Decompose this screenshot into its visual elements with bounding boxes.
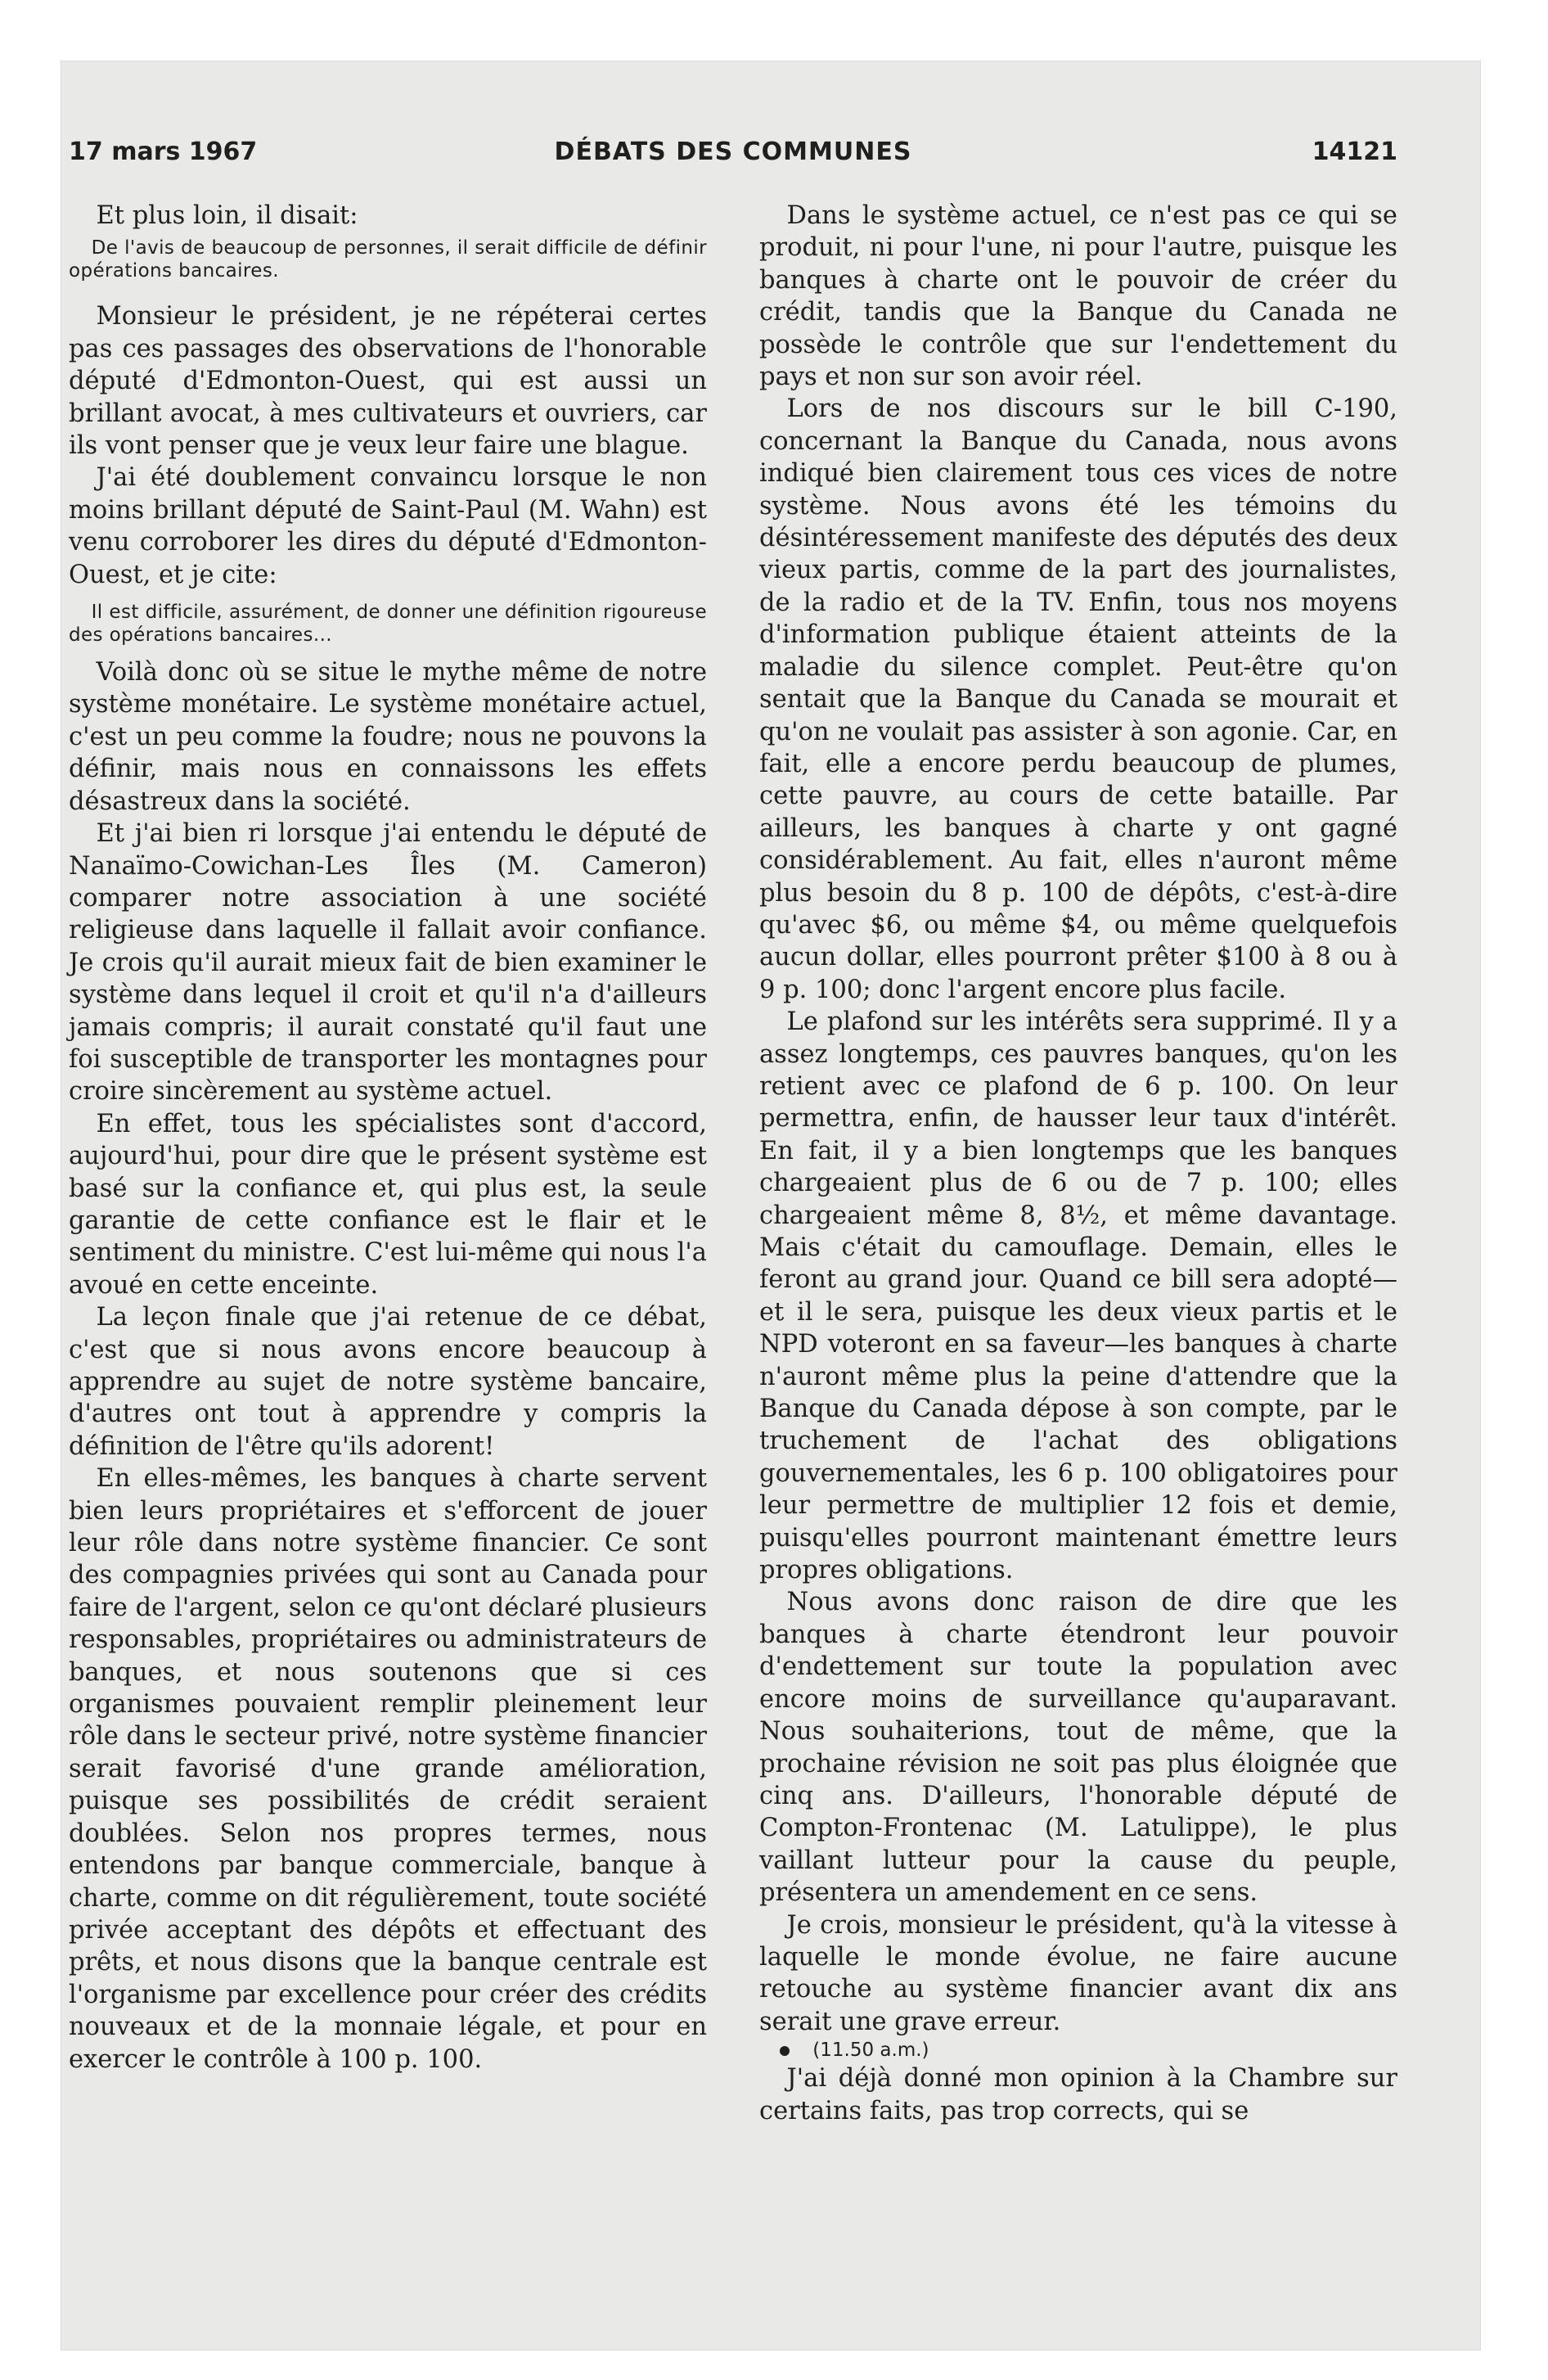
right-column	[759, 200, 1397, 2127]
paragraph: Nous avons donc raison de dire que les banques à charte étendront leur pouvoir d'endettement sur toute la population avec encore moins de surveillance qu'auparavant. Nous souhaiterions, tout de même, que la prochaine révision ne soit pas plus éloignée que cinq ans. D'ailleurs, l'honorable député de Compton-Frontenac (M. Latulippe), le plus vaillant lutteur pour la cause du peuple, présentera un amendement en ce sens.	[759, 1588, 1397, 1908]
timestamp	[759, 2038, 1397, 2062]
paragraph: En effet, tous les spécialistes sont d'accord, aujourd'hui, pour dire que le présent système est basé sur la confiance et, qui plus est, la seule garantie de cette confiance est le flair et le sentiment du ministre. C'est lui-même qui nous l'a avoué en cette enceinte.	[69, 1109, 707, 1300]
paragraph: En elles-mêmes, les banques à charte servent bien leurs propriétaires et s'efforcent de jouer leur rôle dans notre système financier. Ce sont des compagnies privées qui sont au Canada pour faire de l'argent, selon ce qu'ont déclaré plusieurs responsables, propriétaires ou administrateurs de banques, et nous soutenons que si ces organismes pouvaient remplir pleinement leur rôle dans le secteur privé, notre système financier serait favorisé d'une grande amélioration, puisque ses possibilités de crédit seraient doublées. Selon nos propres termes, nous entendons par banque commerciale, banque à charte, comme on dit régulièrement, toute société privée acceptant des dépôts et effectuant des prêts, et nous disons que la banque centrale est l'organisme par excellence pour créer des crédits nouveaux et de la monnaie légale, et pour en exercer le contrôle à 100 p. 100.	[69, 1464, 707, 2074]
quotation: Il est difficile, assurément, de donner une définition rigoureuse des opérations bancaires...	[69, 602, 707, 647]
paragraph: J'ai déjà donné mon opinion à la Chambre sur certains faits, pas trop corrects, qui se	[759, 2064, 1397, 2125]
header-page-number: 14121	[1312, 137, 1397, 166]
paragraph: Lors de nos discours sur le bill C-190, concernant la Banque du Canada, nous avons indiqué bien clairement tous ces vices de notre système. Nous avons été les témoins du désintéressement manifeste des députés des deux vieux partis, comme de la part des journalistes, de la radio et de la TV. Enfin, tous nos moyens d'information publique étaient atteints de la maladie du silence complet. Peut-être qu'on sentait que la Banque du Canada se mourait et qu'on ne voulait pas assister à son agonie. Car, en fait, elle a encore perdu beaucoup de plumes, cette pauvre, au cours de cette bataille. Par ailleurs, les banques à charte y ont gagné considérablement. Au fait, elles n'auront même plus besoin du 8 p. 100 de dépôts, c'est-à-dire qu'avec $6, ou même $4, ou même quelquefois aucun dollar, elles pourront prêter $100 à 8 ou à 9 p. 100; donc l'argent encore plus facile.	[759, 394, 1397, 1004]
paragraph: La leçon finale que j'ai retenue de ce débat, c'est que si nous avons encore beaucoup à apprendre au sujet de notre système bancaire, d'autres ont tout à apprendre y compris la définition de l'être qu'ils adorent!	[69, 1303, 707, 1461]
paragraph: Et plus loin, il disait:	[96, 201, 358, 230]
quotation: De l'avis de beaucoup de personnes, il serait difficile de définir opérations bancaires.	[69, 237, 707, 282]
header-title: DÉBATS DES COMMUNES	[554, 137, 912, 166]
bullet-icon	[780, 2046, 790, 2056]
left-column	[69, 200, 707, 2076]
paragraph: Et j'ai bien ri lorsque j'ai entendu le député de Nanaïmo-Cowichan-Les Îles (M. Cameron) comparer notre association à une société religieuse dans laquelle il fallait avoir confiance. Je crois qu'il aurait mieux fait de bien examiner le système dans lequel il croit et qu'il n'a d'ailleurs jamais compris; il aurait constaté qu'il faut une foi susceptible de transporter les montagnes pour croire sincèrement au système actuel.	[69, 819, 707, 1107]
header-date: 17 mars 1967	[69, 137, 258, 166]
timestamp-text: (11.50 a.m.)	[812, 2040, 929, 2062]
paragraph: Monsieur le président, je ne répéterai certes pas ces passages des observations de l'honorable député d'Edmonton-Ouest, qui est aussi un brillant avocat, à mes cultivateurs et ouvriers, car ils vont penser que je veux leur faire une blague.	[69, 302, 707, 461]
paragraph: J'ai été doublement convaincu lorsque le non moins brillant député de Saint-Paul (M. Wahn) est venu corroborer les dires du député d'Edmonton-Ouest, et je cite:	[69, 463, 707, 589]
paragraph: Je crois, monsieur le président, qu'à la vitesse à laquelle le monde évolue, ne faire aucune retouche au système financier avant dix ans serait une grave erreur.	[759, 1910, 1397, 2036]
paragraph: Voilà donc où se situe le mythe même de notre système monétaire. Le système monétaire actuel, c'est un peu comme la foudre; nous ne pouvons la définir, mais nous en connaissons les effets désastreux dans la société.	[69, 658, 707, 816]
paragraph: Le plafond sur les intérêts sera supprimé. Il y a assez longtemps, ces pauvres banques, qu'on les retient avec ce plafond de 6 p. 100. On leur permettra, enfin, de hausser leur taux d'intérêt. En fait, il y a bien longtemps que les banques chargeaient plus de 6 ou de 7 p. 100; elles chargeaient même 8, 8½, et même davantage. Mais c'était du camouflage. Demain, elles le feront au grand jour. Quand ce bill sera adopté—et il le sera, puisque les deux vieux partis et le NPD voteront en sa faveur—les banques à charte n'auront même plus la peine d'attendre que la Banque du Canada dépose à son compte, par le truchement de l'achat des obligations gouvernementales, les 6 p. 100 obligatoires pour leur permettre de multiplier 12 fois et demie, puisqu'elles pourront maintenant émettre leurs propres obligations.	[759, 1007, 1397, 1585]
page-header	[69, 137, 1397, 174]
paragraph: Dans le système actuel, ce n'est pas ce qui se produit, ni pour l'une, ni pour l'autre, puisque les banques à charte ont le pouvoir de créer du crédit, tandis que la Banque du Canada ne possède le contrôle que sur l'endettement du pays et non sur son avoir réel.	[759, 201, 1397, 392]
